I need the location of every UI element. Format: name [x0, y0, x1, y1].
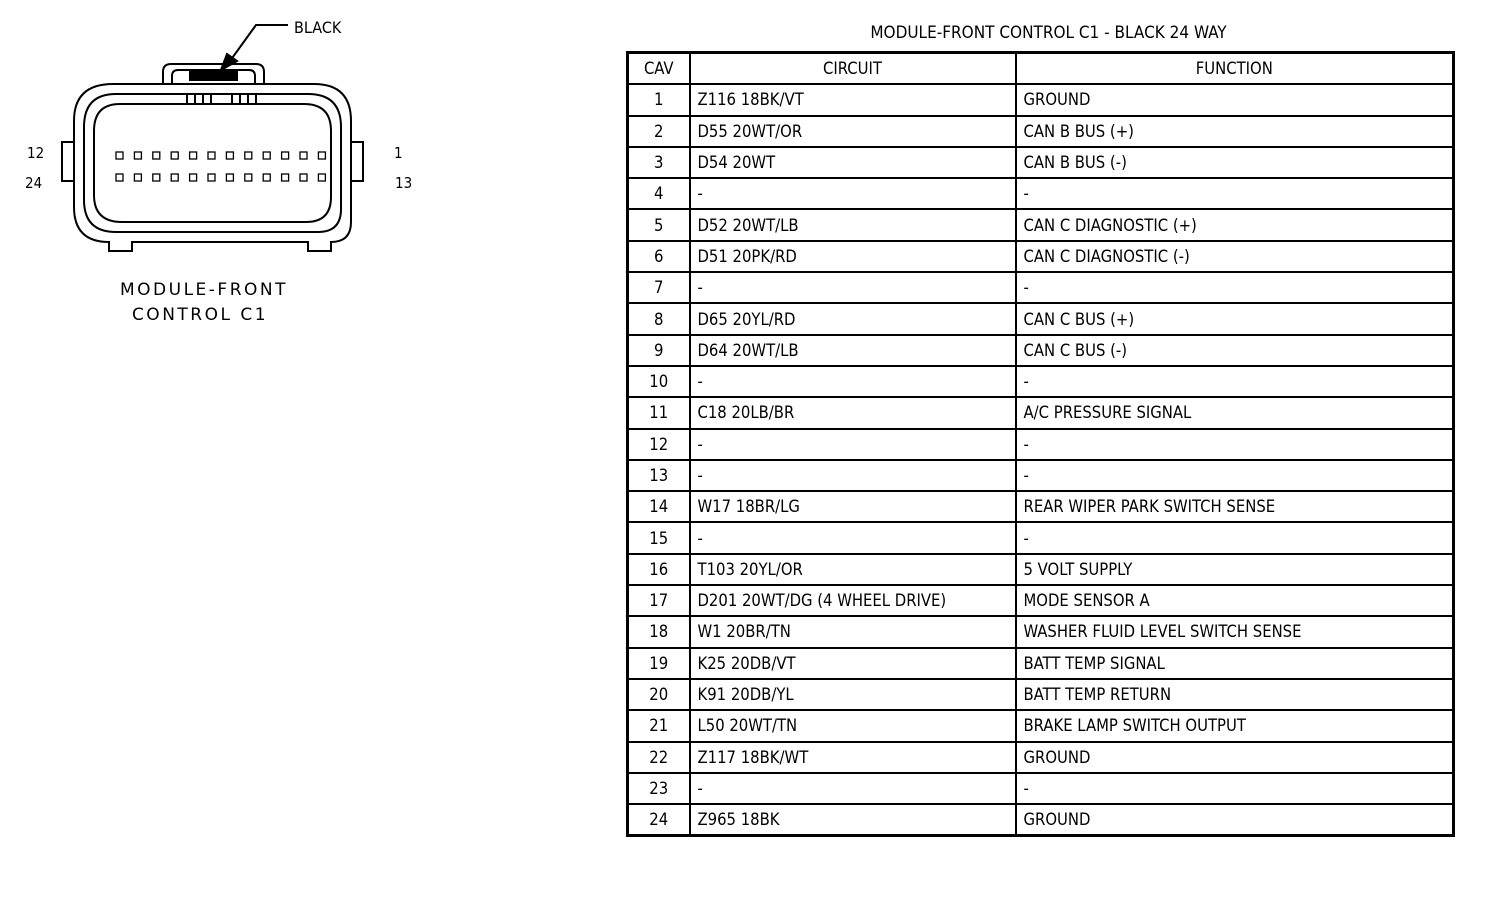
table-row [628, 742, 1454, 773]
table-row [628, 804, 1454, 836]
circuit-cell: - [690, 460, 1016, 491]
header-circuit: CIRCUIT [690, 53, 1016, 85]
table-row [628, 710, 1454, 741]
function-cell: BATT TEMP SIGNAL [1016, 648, 1454, 679]
cav-cell: 21 [628, 710, 690, 741]
function-cell: CAN C DIAGNOSTIC (-) [1016, 241, 1454, 272]
header-function: FUNCTION [1016, 53, 1454, 85]
table-row [628, 397, 1454, 428]
circuit-cell: - [690, 429, 1016, 460]
pin-cavity [300, 174, 307, 181]
table-title: MODULE-FRONT CONTROL C1 - BLACK 24 WAY [870, 23, 1227, 43]
pin-label-12: 12 [27, 144, 45, 162]
function-cell: - [1016, 366, 1454, 397]
circuit-cell: D64 20WT/LB [690, 335, 1016, 366]
table-row [628, 460, 1454, 491]
function-cell: GROUND [1016, 742, 1454, 773]
cav-cell: 4 [628, 178, 690, 209]
pin-cavity [116, 152, 123, 159]
pin-cavity [245, 152, 252, 159]
pin-label-1: 1 [394, 144, 403, 162]
table-row [628, 272, 1454, 303]
pin-cavity [190, 152, 197, 159]
circuit-cell: - [690, 522, 1016, 553]
cav-cell: 5 [628, 209, 690, 240]
function-cell: GROUND [1016, 84, 1454, 115]
circuit-cell: W1 20BR/TN [690, 616, 1016, 647]
function-cell: - [1016, 429, 1454, 460]
circuit-cell: C18 20LB/BR [690, 397, 1016, 428]
pin-cavity [171, 174, 178, 181]
circuit-cell: Z116 18BK/VT [690, 84, 1016, 115]
cav-cell: 20 [628, 679, 690, 710]
table-row [628, 648, 1454, 679]
function-cell: - [1016, 773, 1454, 804]
cav-cell: 23 [628, 773, 690, 804]
function-cell: CAN C BUS (+) [1016, 303, 1454, 334]
table-row [628, 554, 1454, 585]
circuit-cell: D51 20PK/RD [690, 241, 1016, 272]
function-cell: - [1016, 522, 1454, 553]
pin-cavity-grid [116, 152, 325, 181]
leader-line [230, 25, 288, 61]
cav-cell: 8 [628, 303, 690, 334]
cav-cell: 13 [628, 460, 690, 491]
pin-cavity [226, 174, 233, 181]
cav-cell: 16 [628, 554, 690, 585]
pin-cavity [153, 174, 160, 181]
table-row [628, 366, 1454, 397]
circuit-cell: Z117 18BK/WT [690, 742, 1016, 773]
circuit-cell: - [690, 272, 1016, 303]
connector-diagram [20, 10, 440, 340]
circuit-cell: K91 20DB/YL [690, 679, 1016, 710]
function-cell: CAN C DIAGNOSTIC (+) [1016, 209, 1454, 240]
function-cell: CAN C BUS (-) [1016, 335, 1454, 366]
table-row [628, 84, 1454, 115]
circuit-cell: K25 20DB/VT [690, 648, 1016, 679]
function-cell: 5 VOLT SUPPLY [1016, 554, 1454, 585]
pin-cavity [208, 152, 215, 159]
table-row [628, 616, 1454, 647]
function-cell: BRAKE LAMP SWITCH OUTPUT [1016, 710, 1454, 741]
table-row [628, 429, 1454, 460]
function-cell: MODE SENSOR A [1016, 585, 1454, 616]
pin-label-24: 24 [25, 174, 43, 192]
connector-name-line-1: MODULE-FRONT [120, 280, 289, 300]
table-row [628, 335, 1454, 366]
pin-cavity [282, 152, 289, 159]
circuit-cell: - [690, 178, 1016, 209]
table-row [628, 116, 1454, 147]
cav-cell: 10 [628, 366, 690, 397]
table-row [628, 241, 1454, 272]
cav-cell: 6 [628, 241, 690, 272]
pin-cavity [116, 174, 123, 181]
function-cell: GROUND [1016, 804, 1454, 836]
cav-cell: 1 [628, 84, 690, 115]
pin-cavity [318, 174, 325, 181]
function-cell: - [1016, 178, 1454, 209]
cav-cell: 14 [628, 491, 690, 522]
cav-cell: 24 [628, 804, 690, 836]
function-cell: WASHER FLUID LEVEL SWITCH SENSE [1016, 616, 1454, 647]
pin-cavity [153, 152, 160, 159]
pin-cavity [263, 152, 270, 159]
circuit-cell: L50 20WT/TN [690, 710, 1016, 741]
pin-label-13: 13 [395, 174, 413, 192]
pin-cavity [318, 152, 325, 159]
cav-cell: 2 [628, 116, 690, 147]
circuit-cell: - [690, 366, 1016, 397]
arrow-head [221, 54, 237, 70]
circuit-cell: D201 20WT/DG (4 WHEEL DRIVE) [690, 585, 1016, 616]
pin-cavity [300, 152, 307, 159]
pin-cavity [134, 174, 141, 181]
cav-cell: 3 [628, 147, 690, 178]
connector-name [120, 278, 289, 328]
function-cell: BATT TEMP RETURN [1016, 679, 1454, 710]
pinout-table [626, 51, 1455, 837]
cav-cell: 17 [628, 585, 690, 616]
circuit-cell: - [690, 773, 1016, 804]
cav-cell: 19 [628, 648, 690, 679]
circuit-cell: D55 20WT/OR [690, 116, 1016, 147]
function-cell: - [1016, 460, 1454, 491]
circuit-cell: Z965 18BK [690, 804, 1016, 836]
table-row [628, 773, 1454, 804]
pin-cavity [134, 152, 141, 159]
table-row [628, 303, 1454, 334]
table-row [628, 209, 1454, 240]
pin-cavity [208, 174, 215, 181]
table-row [628, 491, 1454, 522]
function-cell: REAR WIPER PARK SWITCH SENSE [1016, 491, 1454, 522]
cav-cell: 22 [628, 742, 690, 773]
table-row [628, 178, 1454, 209]
function-cell: A/C PRESSURE SIGNAL [1016, 397, 1454, 428]
circuit-cell: W17 18BR/LG [690, 491, 1016, 522]
pin-cavity [171, 152, 178, 159]
cav-cell: 18 [628, 616, 690, 647]
function-cell: CAN B BUS (-) [1016, 147, 1454, 178]
cav-cell: 12 [628, 429, 690, 460]
table-row [628, 522, 1454, 553]
cav-cell: 9 [628, 335, 690, 366]
table-row [628, 147, 1454, 178]
table-header-row [628, 53, 1454, 85]
pin-cavity [190, 174, 197, 181]
cav-cell: 11 [628, 397, 690, 428]
cav-cell: 7 [628, 272, 690, 303]
pin-cavity [245, 174, 252, 181]
housing-color-label: BLACK [294, 18, 342, 37]
function-cell: - [1016, 272, 1454, 303]
header-cav: CAV [628, 53, 690, 85]
connector-name-line-2: CONTROL C1 [131, 305, 269, 325]
circuit-cell: T103 20YL/OR [690, 554, 1016, 585]
table-row [628, 585, 1454, 616]
function-cell: CAN B BUS (+) [1016, 116, 1454, 147]
pin-cavity [263, 174, 270, 181]
circuit-cell: D52 20WT/LB [690, 209, 1016, 240]
circuit-cell: D54 20WT [690, 147, 1016, 178]
circuit-cell: D65 20YL/RD [690, 303, 1016, 334]
pin-cavity [226, 152, 233, 159]
table-row [628, 679, 1454, 710]
cav-cell: 15 [628, 522, 690, 553]
pin-cavity [282, 174, 289, 181]
